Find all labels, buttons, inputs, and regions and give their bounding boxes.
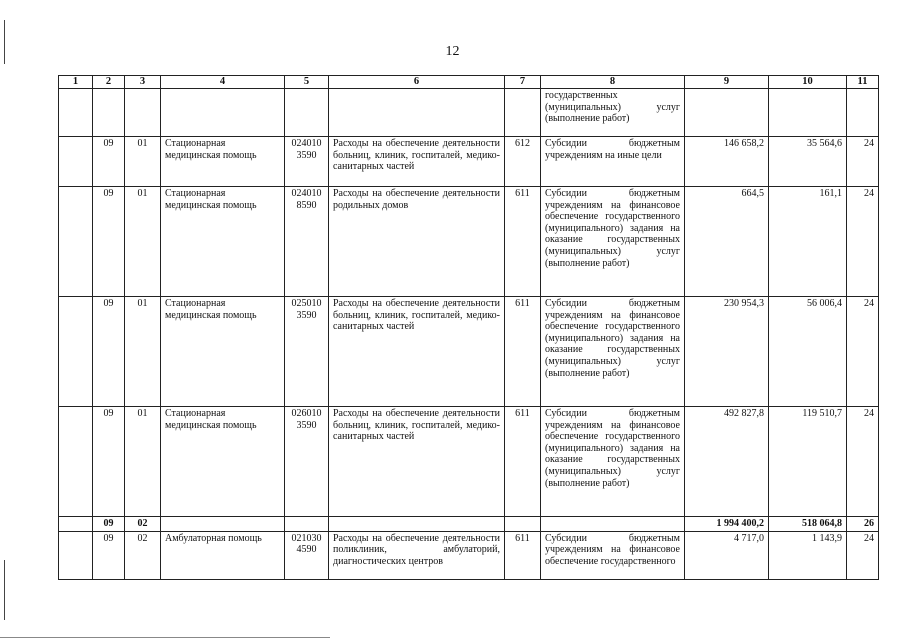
column-header: 5 [285,76,329,89]
column-header: 10 [769,76,847,89]
column-header: 8 [541,76,685,89]
cell-expense-code: 611 [505,187,541,297]
cell-subsection [125,89,161,137]
cell-section: 09 [93,137,125,187]
cell-target-description: Расходы на обеспечение деятельности больниц, клиник, госпиталей, медико-санитарных частей [329,407,505,517]
cell-target-code [285,517,329,532]
cell-name: Амбулаторная помощь [161,531,285,579]
cell-target-description [329,89,505,137]
table-row [59,407,879,517]
cell-expense-code [505,89,541,137]
cell-col11: 24 [847,137,879,187]
cell-amount-2: 56 006,4 [769,297,847,407]
cell-col11: 24 [847,407,879,517]
cell-expense-description: Субсидии бюджетным учреждениям на иные цели [541,137,685,187]
budget-table [58,75,879,580]
cell-subsection: 01 [125,297,161,407]
column-header: 7 [505,76,541,89]
cell-name: Стационарная медицинская помощь [161,137,285,187]
column-header: 3 [125,76,161,89]
cell-target-code: 025010 3590 [285,297,329,407]
cell-col1 [59,407,93,517]
column-header: 1 [59,76,93,89]
cell-expense-description: государственных (муниципальных) услуг (выполнение работ) [541,89,685,137]
cell-col11 [847,89,879,137]
cell-name: Стационарная медицинская помощь [161,407,285,517]
cell-col11: 24 [847,531,879,579]
cell-amount-2: 119 510,7 [769,407,847,517]
cell-name: Стационарная медицинская помощь [161,297,285,407]
cell-name [161,89,285,137]
cell-amount-2: 518 064,8 [769,517,847,532]
cell-amount: 146 658,2 [685,137,769,187]
cell-amount: 664,5 [685,187,769,297]
table-header-row [59,76,879,89]
cell-subsection: 01 [125,187,161,297]
cell-amount-2: 35 564,6 [769,137,847,187]
table-row-subtotal [59,517,879,532]
cell-target-description: Расходы на обеспечение деятельности родильных домов [329,187,505,297]
table-row [59,137,879,187]
cell-expense-description: Субсидии бюджетным учреждениям на финансовое обеспечение государственного (муниципального) задания на оказание государственных (муниципальных) услуг (выполнение работ) [541,187,685,297]
cell-section: 09 [93,407,125,517]
cell-amount-2: 161,1 [769,187,847,297]
cell-expense-description: Субсидии бюджетным учреждениям на финансовое обеспечение государственного (муниципального) задания на оказание государственных (муниципальных) услуг (выполнение работ) [541,407,685,517]
cell-amount-2: 1 143,9 [769,531,847,579]
cell-expense-description: Субсидии бюджетным учреждениям на финансовое обеспечение государственного [541,531,685,579]
cell-section: 09 [93,187,125,297]
cell-amount [685,89,769,137]
cell-section [93,89,125,137]
cell-target-code [285,89,329,137]
column-header: 2 [93,76,125,89]
cell-col1 [59,187,93,297]
scan-edge-line [0,637,330,638]
cell-col11: 26 [847,517,879,532]
cell-target-code: 024010 8590 [285,187,329,297]
cell-amount: 492 827,8 [685,407,769,517]
cell-section: 09 [93,517,125,532]
table-row [59,531,879,579]
cell-section: 09 [93,297,125,407]
cell-target-code: 021030 4590 [285,531,329,579]
cell-name [161,517,285,532]
cell-expense-code: 611 [505,531,541,579]
cell-target-description: Расходы на обеспечение деятельности больниц, клиник, госпиталей, медико-санитарных частей [329,297,505,407]
cell-col1 [59,297,93,407]
cell-col1 [59,89,93,137]
cell-section: 09 [93,531,125,579]
binding-mark-bottom [4,560,5,620]
cell-expense-code: 611 [505,297,541,407]
cell-target-description: Расходы на обеспечение деятельности больниц, клиник, госпиталей, медико-санитарных частей [329,137,505,187]
cell-target-description [329,517,505,532]
column-header: 11 [847,76,879,89]
cell-target-code: 024010 3590 [285,137,329,187]
cell-expense-description [541,517,685,532]
cell-subsection: 02 [125,531,161,579]
cell-subsection: 02 [125,517,161,532]
cell-target-description: Расходы на обеспечение деятельности поликлиник, амбулаторий, диагностических центров [329,531,505,579]
cell-amount: 230 954,3 [685,297,769,407]
cell-expense-code: 611 [505,407,541,517]
cell-amount-2 [769,89,847,137]
cell-col1 [59,531,93,579]
table-row [59,297,879,407]
table-row [59,89,879,137]
column-header: 6 [329,76,505,89]
cell-name: Стационарная медицинская помощь [161,187,285,297]
cell-col11: 24 [847,187,879,297]
cell-expense-code [505,517,541,532]
cell-target-code: 026010 3590 [285,407,329,517]
cell-col1 [59,137,93,187]
cell-subsection: 01 [125,137,161,187]
cell-col11: 24 [847,297,879,407]
cell-subsection: 01 [125,407,161,517]
cell-col1 [59,517,93,532]
cell-amount: 4 717,0 [685,531,769,579]
cell-expense-description: Субсидии бюджетным учреждениям на финансовое обеспечение государственного (муниципального) задания на оказание государственных (муниципальных) услуг (выполнение работ) [541,297,685,407]
cell-amount: 1 994 400,2 [685,517,769,532]
page-number: 12 [445,44,460,59]
column-header: 4 [161,76,285,89]
cell-expense-code: 612 [505,137,541,187]
column-header: 9 [685,76,769,89]
table-row [59,187,879,297]
